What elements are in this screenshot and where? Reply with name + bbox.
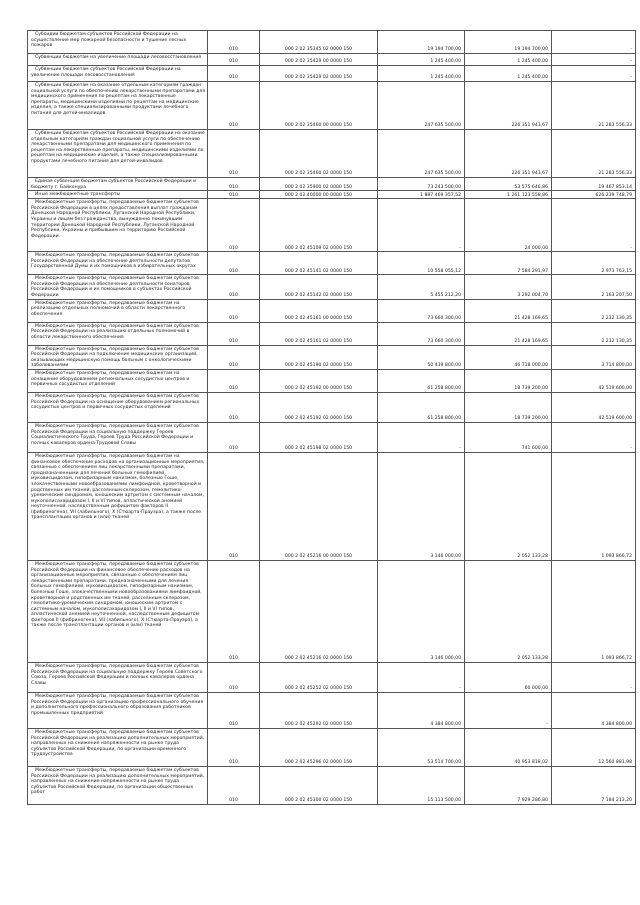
table-row <box>28 766 636 804</box>
table-row <box>28 66 636 82</box>
table-row <box>28 275 636 299</box>
table-row <box>28 252 636 275</box>
row-unexecuted-amount: - <box>552 422 636 452</box>
row-code: 010 <box>208 345 260 369</box>
row-unexecuted-amount: 21 283 556,33 <box>552 130 636 178</box>
row-unexecuted-amount: 3 714 800,00 <box>552 345 636 369</box>
row-planned-amount: 4 384 800,00 <box>378 692 465 728</box>
row-planned-amount: 61 258 800,00 <box>378 392 465 422</box>
row-name-text: Межбюджетные трансферты, передаваемые бюджетам субъектов Российской Федерации на социальную поддержку Героев Советского Союза, Героев Российской Федерации и полных кавалеров ордена Славы <box>31 663 203 686</box>
row-name <box>28 452 208 560</box>
row-kbk: 000 2 02 45252 02 0000 150 <box>260 662 378 692</box>
table-row <box>28 422 636 452</box>
row-executed-amount: 741 600,00 <box>465 422 552 452</box>
row-name <box>28 199 208 252</box>
row-executed-amount: 21 428 169,65 <box>465 322 552 345</box>
row-name <box>28 178 208 191</box>
table-row <box>28 322 636 345</box>
row-executed-amount: 19 194 700,00 <box>465 31 552 54</box>
row-code: 010 <box>208 130 260 178</box>
row-name <box>28 692 208 728</box>
row-unexecuted-amount: 42 519 600,00 <box>552 369 636 392</box>
row-planned-amount: - <box>378 199 465 252</box>
table-row <box>28 82 636 130</box>
row-executed-amount: 18 739 200,00 <box>465 369 552 392</box>
row-code: 010 <box>208 66 260 82</box>
row-planned-amount: 1 245 400,00 <box>378 54 465 66</box>
row-name <box>28 369 208 392</box>
row-executed-amount: 7 584 291,97 <box>465 252 552 275</box>
table-row <box>28 130 636 178</box>
row-code: 010 <box>208 662 260 692</box>
row-unexecuted-amount: - <box>552 199 636 252</box>
row-unexecuted-amount: 626 239 748,79 <box>552 191 636 199</box>
row-kbk: 000 2 02 45142 02 0000 150 <box>260 275 378 299</box>
row-unexecuted-amount: - <box>552 31 636 54</box>
row-code: 010 <box>208 392 260 422</box>
row-name-text: Межбюджетные трансферты, передаваемые бюджетам на финансовое обеспечение расходов на организационные мероприятия, связанные с обеспечением лиц лекарственными препаратами, предназначенными для лечения больных гемофилией, муковисцидозом, гипофизарным нанизмом, болезнью Гоше, злокачественными новообразованиями лимфоидной, кроветворной и родственных им тканей, рассеянным склерозом, гемолитико-уремическим синдромом, юношеским артритом с системным началом, мукополисахаридозом I, II и VI типов, апластической анемией неуточненной, наследственным дефицитом факторов II (фибриногена), VII (лабильного), X (Стюарта-Прауэра), а также после трансплантации органов и (или) тканей <box>31 453 205 521</box>
row-kbk: 000 2 02 35429 00 0000 150 <box>260 54 378 66</box>
budget-execution-table <box>27 30 635 805</box>
row-planned-amount: 10 558 055,12 <box>378 252 465 275</box>
table-row <box>28 54 636 66</box>
row-name <box>28 54 208 66</box>
row-kbk: 000 2 02 45192 02 0000 150 <box>260 392 378 422</box>
row-name-text: Межбюджетные трансферты, передаваемые бюджетам субъектов Российской Федерации на реализацию отдельных полномочий в области лекарственного обеспечения <box>31 323 199 340</box>
row-unexecuted-amount: 2 163 207,50 <box>552 275 636 299</box>
table-row <box>28 728 636 766</box>
row-code: 010 <box>208 322 260 345</box>
row-planned-amount: 53 514 700,00 <box>378 728 465 766</box>
row-unexecuted-amount: 2 232 130,35 <box>552 322 636 345</box>
row-unexecuted-amount: 12 560 881,98 <box>552 728 636 766</box>
row-code: 010 <box>208 560 260 662</box>
row-name-text: Межбюджетные трансферты, передаваемые бюджетам субъектов Российской Федерации на социальную поддержку Героев Социалистического Труда, Героев Труда Российской Федерации и полных кавалеров ордена Трудовой Славы <box>31 423 199 446</box>
row-code: 010 <box>208 191 260 199</box>
row-executed-amount: 226 351 943,67 <box>465 130 552 178</box>
table-row <box>28 178 636 191</box>
row-unexecuted-amount: 19 467 853,14 <box>552 178 636 191</box>
row-planned-amount: 15 113 500,00 <box>378 766 465 804</box>
row-code: 010 <box>208 178 260 191</box>
row-executed-amount: 1 245 400,00 <box>465 66 552 82</box>
row-planned-amount: 247 635 500,00 <box>378 130 465 178</box>
row-kbk: 000 2 02 45216 02 0000 150 <box>260 560 378 662</box>
row-planned-amount: - <box>378 662 465 692</box>
row-name-text: Межбюджетные трансферты, передаваемые бюджетам субъектов Российской Федерации на финансовое обеспечение расходов на организационные мероприятия, связанные с обеспечением лиц лекарственными препаратами, предназначенными для лечения больных гемофилией, муковисцидозом, гипофизарным нанизмом, болезнью Гоше, злокачественными новообразованиями лимфоидной, кроветворной и родственных им тканей, рассеянным склерозом, гемолитико-уремическим синдромом, юношеским артритом с системным началом, мукополисахаридозом I, II и VI типов, апластической анемией неуточненной, наследственным дефицитом факторов II (фибриногена), VII (лабильного), X (Стюарта-Прауэра), а также после трансплантации органов и (или) тканей <box>31 561 202 629</box>
row-unexecuted-amount: 1 093 866,72 <box>552 452 636 560</box>
row-name-text: Межбюджетные трансферты, передаваемые бюджетам субъектов Российской Федерации на организацию профессионального обучения и дополнительного профессионального образования работников промышленных предприятий <box>31 693 204 716</box>
row-unexecuted-amount: 21 283 556,33 <box>552 82 636 130</box>
row-planned-amount: 3 146 000,00 <box>378 452 465 560</box>
row-code: 010 <box>208 275 260 299</box>
row-code: 010 <box>208 728 260 766</box>
row-name-text: Межбюджетные трансферты, передаваемые бюджетам субъектов Российской Федерации на оснащение оборудованием региональных сосудистых центров и первичных сосудистых отделений <box>31 393 200 411</box>
row-executed-amount: 53 575 646,86 <box>465 178 552 191</box>
row-kbk: 000 2 02 35900 02 0000 150 <box>260 178 378 191</box>
table-row <box>28 191 636 199</box>
row-executed-amount: 1 261 123 558,86 <box>465 191 552 199</box>
row-kbk: 000 2 02 45216 00 0000 150 <box>260 452 378 560</box>
row-kbk: 000 2 02 45192 00 0000 150 <box>260 369 378 392</box>
row-name <box>28 191 208 199</box>
row-name <box>28 31 208 54</box>
row-code: 010 <box>208 299 260 322</box>
row-kbk: 000 2 02 45109 02 0000 150 <box>260 199 378 252</box>
row-name <box>28 130 208 178</box>
row-kbk: 000 2 02 45141 02 0000 150 <box>260 252 378 275</box>
row-code: 010 <box>208 199 260 252</box>
table-row <box>28 369 636 392</box>
row-executed-amount: 40 953 818,02 <box>465 728 552 766</box>
row-unexecuted-amount: 1 093 866,72 <box>552 560 636 662</box>
row-name-text: Иные межбюджетные трансферты <box>35 192 121 198</box>
table-row <box>28 345 636 369</box>
row-planned-amount: 61 258 800,00 <box>378 369 465 392</box>
row-planned-amount: 73 660 300,00 <box>378 299 465 322</box>
row-code: 010 <box>208 31 260 54</box>
row-unexecuted-amount: 42 519 600,00 <box>552 392 636 422</box>
row-name-text: Субвенции бюджетам на оказание отдельным категориям граждан социальной услуги по обеспечению лекарственными препаратами для медицинского применения по рецептам на лекарственные препараты, медицинскими изделиями по рецептам на медицинские изделия, а также специализированными продуктами лечебного питания для детей-инвалидов <box>31 83 206 116</box>
row-name-text: Межбюджетные трансферты, передаваемые бюджетам субъектов Российской Федерации на обеспечение деятельности депутатов Государственной Думы и их помощников в избирательных округах <box>31 253 199 270</box>
row-name-text: Межбюджетные трансферты, передаваемые бюджетам субъектов Российской Федерации на подключение медицинских организаций, оказывающих медицинскую помощь больным с онкологическими заболеваниями <box>31 346 199 369</box>
row-unexecuted-amount: - <box>552 66 636 82</box>
row-planned-amount: 1 245 400,00 <box>378 66 465 82</box>
row-name-text: Межбюджетные трансферты, передаваемые бюджетам субъектов Российской Федерации на обеспечение деятельности сенаторов Российской Федерации и их помощников в субъектах Российской Федерации <box>31 276 199 298</box>
row-planned-amount: 19 194 700,00 <box>378 31 465 54</box>
row-name <box>28 662 208 692</box>
row-planned-amount: 247 635 500,00 <box>378 82 465 130</box>
row-unexecuted-amount: - <box>552 54 636 66</box>
row-code: 010 <box>208 82 260 130</box>
table-row <box>28 560 636 662</box>
row-kbk: 000 2 02 45198 02 0000 150 <box>260 422 378 452</box>
row-name <box>28 728 208 766</box>
row-kbk: 000 2 02 35429 02 0000 150 <box>260 66 378 82</box>
row-kbk: 000 2 02 45161 02 0000 150 <box>260 322 378 345</box>
row-kbk: 000 2 02 45161 00 0000 150 <box>260 299 378 322</box>
table-row <box>28 31 636 54</box>
row-name-text: Межбюджетные трансферты, передаваемые бюджетам субъектов Российской Федерации на реализацию дополнительных мероприятий, направленных на снижение напряженности на рынке труда субъектов Российской Федерации, по организации общественных работ <box>31 767 205 796</box>
row-name <box>28 345 208 369</box>
row-code: 010 <box>208 766 260 804</box>
row-name-text: Межбюджетные трансферты, передаваемые бюджетам на реализацию отдельных полномочий в области лекарственного обеспечения <box>31 300 186 317</box>
row-executed-amount: 24 000,00 <box>465 199 552 252</box>
row-name <box>28 560 208 662</box>
row-name-text: Субвенции бюджетам субъектов Российской Федерации на оказание отдельным категориям граждан социальной услуги по обеспечению лекарственными препаратами для медицинского применения по рецептам на лекарственные препараты, медицинскими изделиями по рецептам на медицинские изделия, а также специализированными продуктами лечебного питания для детей-инвалидов <box>31 131 205 164</box>
row-unexecuted-amount: 7 184 213,20 <box>552 766 636 804</box>
row-kbk: 000 2 02 45190 02 0000 150 <box>260 345 378 369</box>
row-name <box>28 766 208 804</box>
row-executed-amount: 2 052 133,28 <box>465 560 552 662</box>
row-unexecuted-amount: 4 384 800,00 <box>552 692 636 728</box>
row-kbk: 000 2 02 35345 02 0000 150 <box>260 31 378 54</box>
row-name-text: Единая субвенция бюджетам субъектов Российской Федерации и бюджету г. Байконура <box>31 179 197 190</box>
row-kbk: 000 2 02 40000 00 0000 150 <box>260 191 378 199</box>
row-planned-amount: 73 243 500,00 <box>378 178 465 191</box>
row-kbk: 000 2 02 45292 02 0000 150 <box>260 692 378 728</box>
row-planned-amount: 3 146 000,00 <box>378 560 465 662</box>
row-planned-amount: 5 455 212,20 <box>378 275 465 299</box>
table-row <box>28 452 636 560</box>
row-name-text: Межбюджетные трансферты, передаваемые бюджетам субъектов Российской Федерации в целях предоставления выплат гражданам Донецкой Народной Республики, Луганской Народной Республики, Украины и лицам без гражданства, вынужденно покинувшим территории Донецкой Народной Республики, Луганской Народной Республики, Украины и прибывшим на территорию Российской Федерации <box>31 200 199 239</box>
row-code: 010 <box>208 369 260 392</box>
revenue-table <box>27 30 636 805</box>
row-planned-amount: 73 660 300,00 <box>378 322 465 345</box>
row-name <box>28 66 208 82</box>
row-name-text: Субвенции бюджетам на увеличение площади лесовосстановления <box>35 55 202 60</box>
row-unexecuted-amount: 2 232 130,35 <box>552 299 636 322</box>
row-executed-amount: 226 351 943,67 <box>465 82 552 130</box>
row-name <box>28 322 208 345</box>
row-code: 010 <box>208 252 260 275</box>
row-name-text: Межбюджетные трансферты, передаваемые бюджетам субъектов Российской Федерации на реализацию дополнительных мероприятий, направленных на снижение напряженности на рынке труда субъектов Российской Федерации, по организации временного трудоустройства <box>31 729 205 758</box>
row-kbk: 000 2 02 45296 02 0000 150 <box>260 728 378 766</box>
row-name-text: Субвенции бюджетам субъектов Российской Федерации на увеличение площади лесовосстановления <box>31 67 181 78</box>
row-planned-amount: 50 439 800,00 <box>378 345 465 369</box>
row-executed-amount: 7 929 286,80 <box>465 766 552 804</box>
row-executed-amount: 3 292 004,70 <box>465 275 552 299</box>
row-name <box>28 252 208 275</box>
row-executed-amount: 60 000,00 <box>465 662 552 692</box>
row-code: 010 <box>208 692 260 728</box>
table-row <box>28 392 636 422</box>
row-executed-amount: 1 245 400,00 <box>465 54 552 66</box>
table-row <box>28 692 636 728</box>
table-row <box>28 199 636 252</box>
row-name-text: Субсидии бюджетам субъектов Российской Федерации на осуществление мер пожарной безопасности и тушение лесных пожаров <box>31 32 187 49</box>
row-kbk: 000 2 02 35460 00 0000 150 <box>260 82 378 130</box>
row-name <box>28 275 208 299</box>
row-code: 010 <box>208 54 260 66</box>
row-planned-amount: 1 887 469 357,52 <box>378 191 465 199</box>
row-executed-amount: - <box>465 692 552 728</box>
row-unexecuted-amount: 2 973 763,15 <box>552 252 636 275</box>
row-code: 010 <box>208 452 260 560</box>
row-kbk: 000 2 02 45300 02 0000 150 <box>260 766 378 804</box>
row-name <box>28 392 208 422</box>
row-executed-amount: 21 428 169,65 <box>465 299 552 322</box>
row-planned-amount: - <box>378 422 465 452</box>
table-row <box>28 662 636 692</box>
row-name <box>28 422 208 452</box>
row-executed-amount: 2 052 133,28 <box>465 452 552 560</box>
row-code: 010 <box>208 422 260 452</box>
table-row <box>28 299 636 322</box>
row-executed-amount: 46 718 000,00 <box>465 345 552 369</box>
row-unexecuted-amount: - <box>552 662 636 692</box>
row-name <box>28 82 208 130</box>
row-kbk: 000 2 02 35460 02 0000 150 <box>260 130 378 178</box>
row-name-text: Межбюджетные трансферты, передаваемые бюджетам на оснащение оборудованием региональных сосудистых центров и первичных сосудистых отделений <box>31 370 190 388</box>
row-name <box>28 299 208 322</box>
row-executed-amount: 18 739 200,00 <box>465 392 552 422</box>
